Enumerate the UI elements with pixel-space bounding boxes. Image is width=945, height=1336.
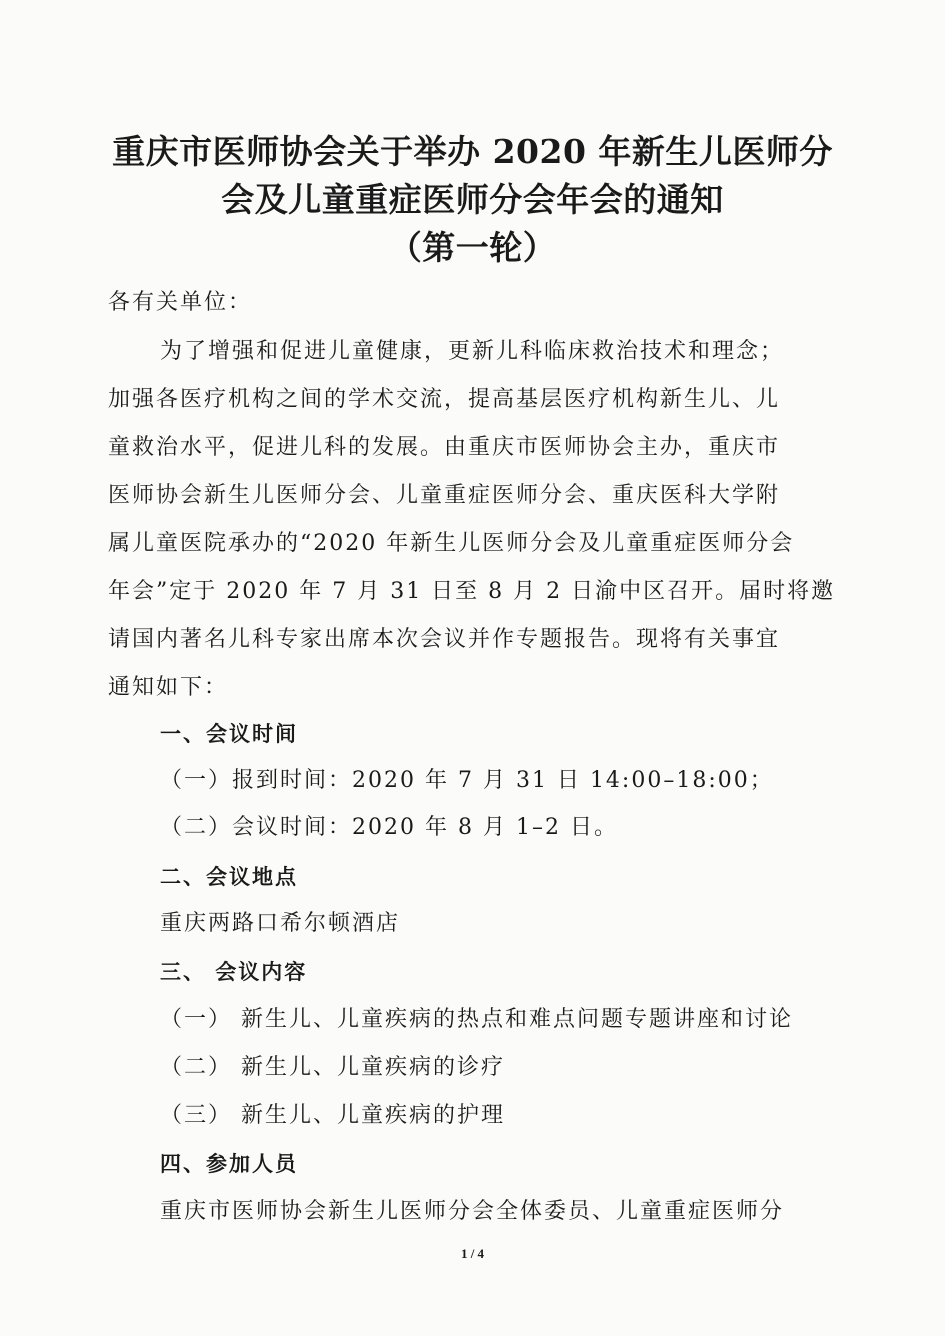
title-line-2: 会及儿童重症医师分会年会的通知 <box>221 180 724 219</box>
section-heading-venue: 二、会议地点 <box>160 865 298 889</box>
content-item: （二） 新生儿、儿童疾病的诊疗 <box>160 1055 505 1080</box>
content-item: （三） 新生儿、儿童疾病的护理 <box>160 1103 505 1128</box>
page-number: 1 / 4 <box>460 1246 485 1261</box>
intro-line: 医师协会新生儿医师分会、儿童重症医师分会、重庆医科大学附 <box>108 483 781 508</box>
intro-line: 为了增强和促进儿童健康，更新儿科临床救治技术和理念； <box>160 339 785 364</box>
intro-line: 属儿童医院承办的“2020 年新生儿医师分会及儿童重症医师分会 <box>108 531 795 556</box>
intro-line: 通知如下： <box>108 675 229 700</box>
venue-text: 重庆两路口希尔顿酒店 <box>160 911 401 936</box>
content-item: （一） 新生儿、儿童疾病的热点和难点问题专题讲座和讨论 <box>160 1007 793 1032</box>
intro-line: 请国内著名儿科专家出席本次会议并作专题报告。现将有关事宜 <box>108 627 781 652</box>
salutation: 各有关单位： <box>108 290 253 315</box>
title-line-3: （第一轮） <box>388 228 557 267</box>
document-title <box>60 128 885 272</box>
section-heading-participants: 四、参加人员 <box>160 1152 298 1176</box>
section-heading-content: 三、 会议内容 <box>160 960 308 984</box>
intro-line: 年会”定于 2020 年 7 月 31 日至 8 月 2 日渝中区召开。届时将邀 <box>108 579 836 604</box>
participants-text: 重庆市医师协会新生儿医师分会全体委员、儿童重症医师分 <box>160 1199 785 1224</box>
meeting-time: （二）会议时间：2020 年 8 月 1–2 日。 <box>160 815 618 840</box>
intro-line: 童救治水平，促进儿科的发展。由重庆市医师协会主办，重庆市 <box>108 435 781 460</box>
section-heading-time: 一、会议时间 <box>160 722 298 746</box>
intro-line: 加强各医疗机构之间的学术交流，提高基层医疗机构新生儿、儿 <box>108 387 781 412</box>
registration-time: （一）报到时间：2020 年 7 月 31 日 14:00–18:00； <box>160 768 774 793</box>
title-line-1: 重庆市医师协会关于举办 2020 年新生儿医师分 <box>112 132 833 171</box>
